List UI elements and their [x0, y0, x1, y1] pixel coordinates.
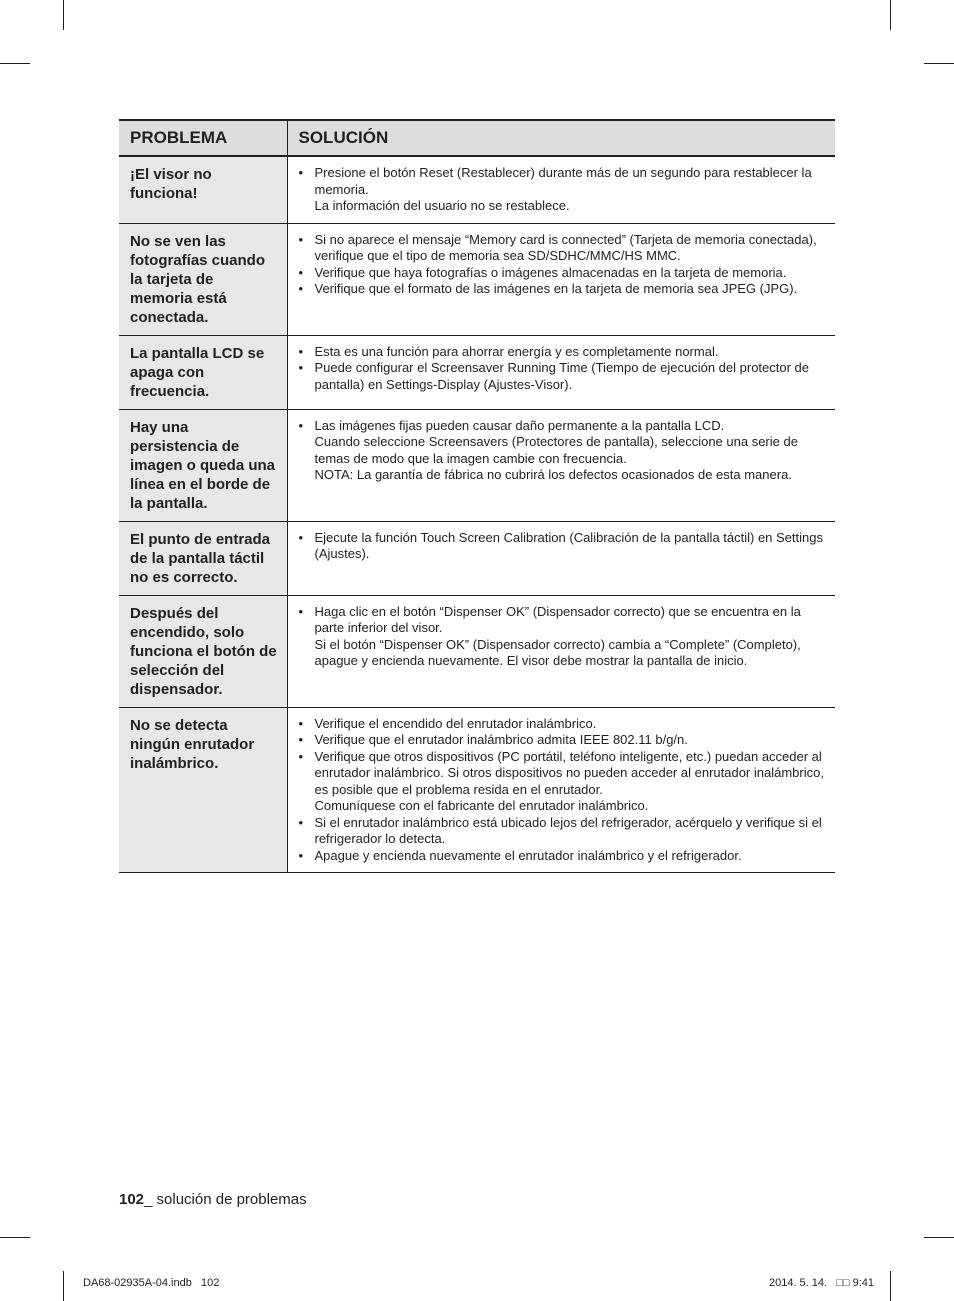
solution-text: • Verifique el encendido del enrutador inalámbrico.	[314, 715, 597, 731]
solution-text: NOTA: La garantía de fábrica no cubrirá los defectos ocasionados de esta manera.	[314, 467, 792, 482]
solution-item	[298, 281, 828, 298]
solution-item	[298, 716, 828, 733]
crop-mark	[924, 1237, 954, 1238]
crop-mark	[924, 63, 954, 64]
solution-list	[298, 344, 828, 394]
solution-cell	[287, 409, 835, 521]
solution-text: Cuando seleccione Screensavers (Protectores de pantalla), seleccione una serie de temas de modo que la imagen cambie con frecuencia.	[314, 434, 798, 466]
solution-list	[298, 530, 828, 563]
solution-item	[298, 265, 828, 282]
table-header-row	[119, 120, 835, 156]
solution-item	[298, 604, 828, 670]
solution-cell	[287, 521, 835, 595]
problem-cell: No se ven las fotografías cuando la tarjeta de memoria está conectada.	[119, 223, 287, 335]
solution-text: Comuníquese con el fabricante del enrutador inalámbrico.	[314, 798, 649, 813]
solution-column-header: SOLUCIÓN	[287, 120, 835, 156]
solution-item	[298, 360, 828, 393]
solution-text: • Haga clic en el botón “Dispenser OK” (Dispensador correcto) que se encuentra en la parte inferior del visor.	[314, 603, 801, 635]
solution-text: • Las imágenes fijas pueden causar daño permanente a la pantalla LCD.	[314, 417, 725, 433]
crop-mark	[0, 63, 30, 64]
solution-list	[298, 232, 828, 298]
page-footer	[119, 1191, 307, 1208]
crop-mark	[890, 0, 891, 30]
solution-cell	[287, 223, 835, 335]
table-row	[119, 156, 835, 223]
solution-cell	[287, 707, 835, 873]
problem-cell: ¡El visor no funciona!	[119, 156, 287, 223]
solution-text: • Verifique que el enrutador inalámbrico admita IEEE 802.11 b/g/n.	[314, 732, 688, 747]
crop-mark	[63, 1271, 64, 1301]
problem-cell: El punto de entrada de la pantalla táctil no es correcto.	[119, 521, 287, 595]
problem-cell: La pantalla LCD se apaga con frecuencia.	[119, 335, 287, 409]
solution-item	[298, 530, 828, 563]
solution-item	[298, 749, 828, 815]
solution-item	[298, 732, 828, 749]
print-slug-date: 2014. 5. 14. □□ 9:41	[768, 1277, 874, 1289]
solution-list	[298, 716, 828, 865]
solution-cell	[287, 595, 835, 707]
table-body	[119, 156, 835, 873]
print-slug-file: DA68-02935A-04.indb 102	[83, 1277, 220, 1289]
solution-list	[298, 165, 828, 215]
solution-text: • Verifique que el formato de las imágenes en la tarjeta de memoria sea JPEG (JPG).	[314, 281, 798, 296]
solution-text: • Si el enrutador inalámbrico está ubicado lejos del refrigerador, acérquelo y verifique si el refrigerador lo detecta.	[314, 814, 822, 846]
solution-text: • Ejecute la función Touch Screen Calibration (Calibración de la pantalla táctil) en Settings (Ajustes).	[314, 529, 823, 561]
problem-cell: Después del encendido, solo funciona el botón de selección del dispensador.	[119, 595, 287, 707]
solution-text: • Verifique que otros dispositivos (PC portátil, teléfono inteligente, etc.) puedan acceder al enrutador inalámbrico. Si otros dispositivos no pueden acceder al enrutador inalámbrico, es posible que el problema resida en el enrutador.	[314, 748, 824, 797]
crop-mark	[63, 0, 64, 30]
crop-mark	[890, 1271, 891, 1301]
solution-list	[298, 418, 828, 484]
solution-item	[298, 418, 828, 484]
solution-list	[298, 604, 828, 670]
solution-text: • Esta es una función para ahorrar energía y es completamente normal.	[314, 343, 719, 359]
table-row	[119, 223, 835, 335]
table-row	[119, 521, 835, 595]
solution-item	[298, 165, 828, 215]
section-name: _ solución de problemas	[144, 1191, 307, 1208]
page-number: 102	[119, 1191, 145, 1208]
solution-cell	[287, 156, 835, 223]
solution-item	[298, 815, 828, 848]
solution-item	[298, 232, 828, 265]
problem-column-header: PROBLEMA	[119, 120, 287, 156]
solution-text: • Puede configurar el Screensaver Running Time (Tiempo de ejecución del protector de pantalla) en Settings-Display (Ajustes-Visor).	[314, 360, 810, 392]
table-row	[119, 409, 835, 521]
solution-item	[298, 344, 828, 361]
solution-text: • Presione el botón Reset (Restablecer) durante más de un segundo para restablecer la memoria.	[314, 165, 812, 197]
troubleshooting-table	[119, 119, 835, 873]
table-row	[119, 707, 835, 873]
crop-mark	[0, 1237, 30, 1238]
solution-item	[298, 848, 828, 865]
problem-cell: Hay una persistencia de imagen o queda una línea en el borde de la pantalla.	[119, 409, 287, 521]
solution-text: La información del usuario no se restablece.	[314, 198, 570, 213]
solution-text: • Apague y encienda nuevamente el enrutador inalámbrico y el refrigerador.	[314, 847, 742, 863]
problem-cell: No se detecta ningún enrutador inalámbrico.	[119, 707, 287, 873]
solution-text: Si el botón “Dispenser OK” (Dispensador correcto) cambia a “Complete” (Completo), apague y encienda nuevamente. El visor debe mostrar la pantalla de inicio.	[314, 636, 801, 668]
table-row	[119, 595, 835, 707]
solution-text: • Verifique que haya fotografías o imágenes almacenadas en la tarjeta de memoria.	[314, 264, 787, 280]
solution-cell	[287, 335, 835, 409]
table-row	[119, 335, 835, 409]
solution-text: • Si no aparece el mensaje “Memory card is connected” (Tarjeta de memoria conectada), verifique que el tipo de memoria sea SD/SDHC/MMC/HS MMC.	[314, 231, 817, 263]
